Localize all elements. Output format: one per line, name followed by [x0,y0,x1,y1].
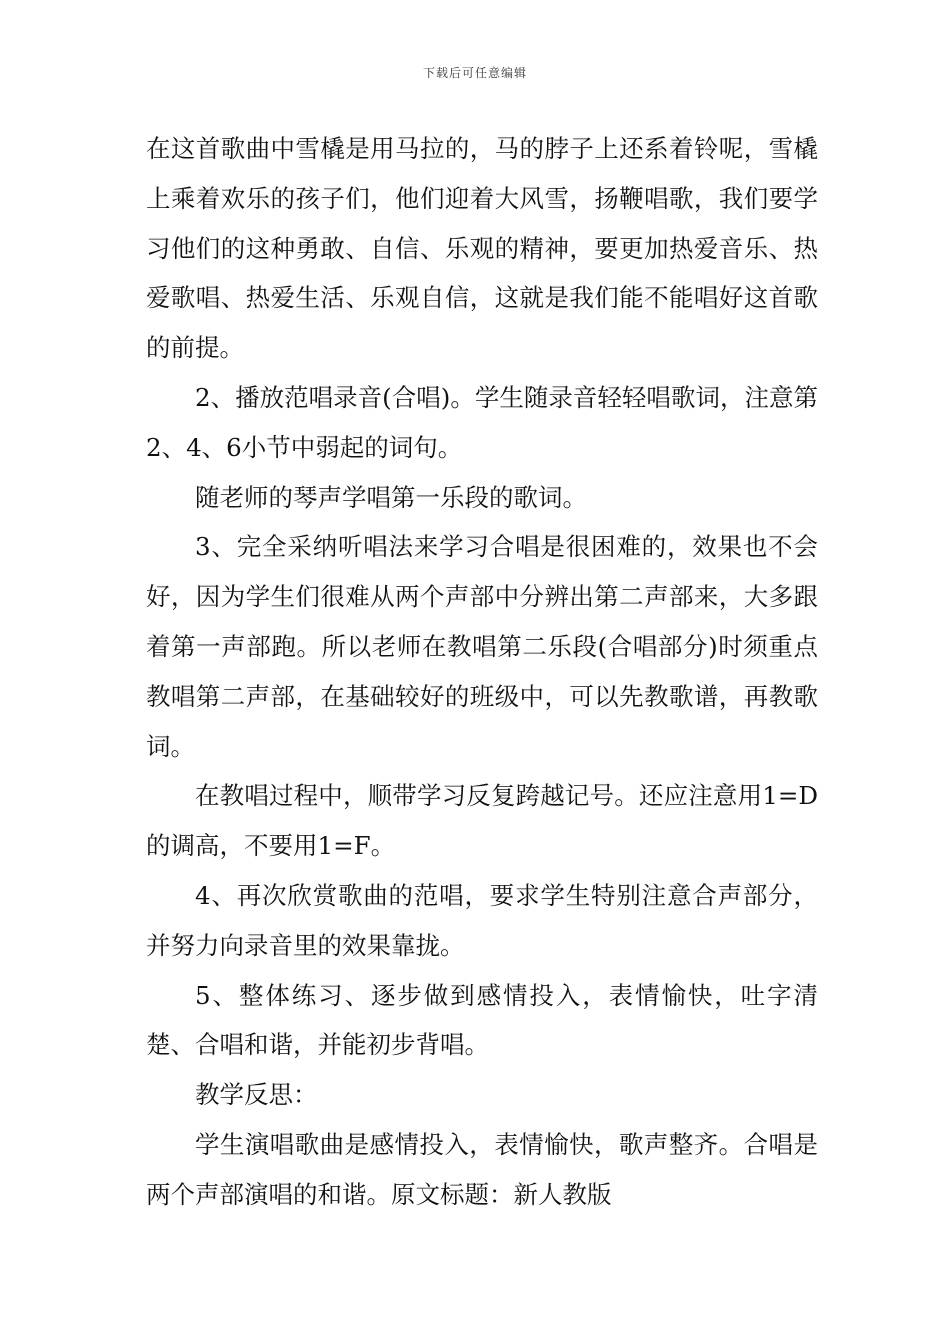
paragraph: 在这首歌曲中雪橇是用马拉的，马的脖子上还系着铃呢，雪橇上乘着欢乐的孩子们，他们迎着大风雪，扬鞭唱歌，我们要学习他们的这种勇敢、自信、乐观的精神，要更加热爱音乐、热爱歌唱、热爱生活、乐观自信，这就是我们能不能唱好这首歌的前提。 [146,134,818,363]
paragraph: 4、再次欣赏歌曲的范唱，要求学生特别注意合声部分，并努力向录音里的效果靠拢。 [146,880,818,960]
document-body [146,124,818,1220]
paragraph: 2、播放范唱录音(合唱)。学生随录音轻轻唱歌词，注意第2、4、6小节中弱起的词句。 [146,382,818,462]
paragraph: 在教唱过程中，顺带学习反复跨越记号。还应注意用1=D的调高，不要用1=F。 [146,781,818,861]
paragraph: 随老师的琴声学唱第一乐段的歌词。 [195,482,587,512]
paragraph: 5、整体练习、逐步做到感情投入，表情愉快，吐字清楚、合唱和谐，并能初步背唱。 [146,980,818,1060]
section-heading: 教学反思： [195,1080,318,1110]
paragraph: 学生演唱歌曲是感情投入，表情愉快，歌声整齐。合唱是两个声部演唱的和谐。原文标题：新人教版 [146,1129,818,1209]
page-header: 下载后可任意编辑 [422,66,527,80]
paragraph: 3、完全采纳听唱法来学习合唱是很困难的，效果也不会好，因为学生们很难从两个声部中分辨出第二声部来，大多跟着第一声部跑。所以老师在教唱第二乐段(合唱部分)时须重点教唱第二声部，在基础较好的班级中，可以先教歌谱，再教歌词。 [146,532,818,761]
